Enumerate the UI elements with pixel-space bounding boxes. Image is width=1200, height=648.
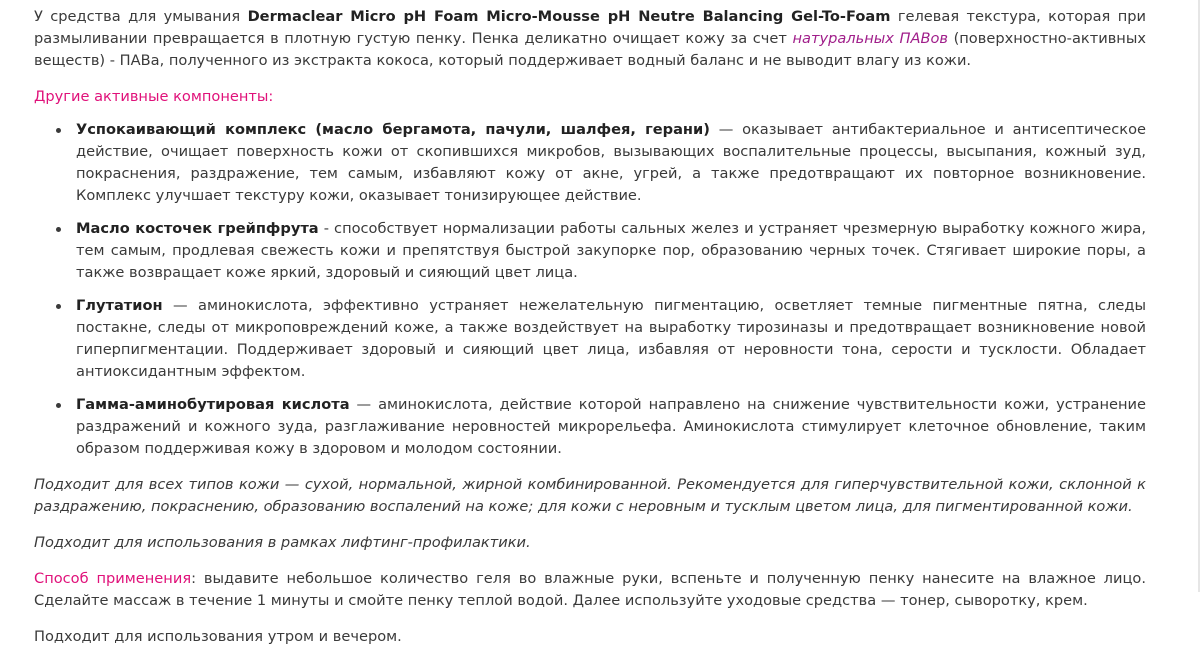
intro-text-before: У средства для умывания xyxy=(34,8,248,25)
components-list xyxy=(34,119,1146,460)
components-heading: Другие активные компоненты: xyxy=(34,88,274,105)
component-description: — аминокислота, действие которой направлено на снижение чувствительности кожи, устранение раздражений и кожного зуда, разглаживание неровностей микрорельефа. Аминокислота стимулирует клеточное обновление, таким образом поддерживая кожу в здоровом и молодом состоянии. xyxy=(76,396,1146,457)
lifting-paragraph: Подходит для использования в рамках лифтинг-профилактики. xyxy=(34,534,531,551)
natural-surfactants-link[interactable]: натуральных ПАВов xyxy=(792,30,948,47)
usage-paragraph xyxy=(34,568,1146,612)
usage-text: : выдавите небольшое количество геля во влажные руки, вспеньте и полученную пенку нанесите на влажное лицо. Сделайте массаж в течение 1 минуты и смойте пенку теплой водой. Далее используйте уходовые средства — тонер, сыворотку, крем. xyxy=(34,570,1146,609)
time-of-use-paragraph: Подходит для использования утром и вечером. xyxy=(34,628,402,645)
component-name: Успокаивающий комплекс (масло бергамота, пачули, шалфея, герани) xyxy=(76,121,710,138)
component-name: Масло косточек грейпфрута xyxy=(76,220,319,237)
usage-label: Способ применения xyxy=(34,570,192,587)
list-item xyxy=(76,218,1146,284)
component-description: — оказывает антибактериальное и антисептическое действие, очищает поверхность кожи от скопившихся микробов, вызывающих воспалительные процессы, высыпания, кожный зуд, покраснения, раздражение, тем самым, избавляют кожу от акне, угрей, а также предотвращают их повторное возникновение. Комплекс улучшает текстуру кожи, оказывает тонизирующее действие. xyxy=(76,121,1146,204)
suitable-skin-paragraph: Подходит для всех типов кожи — сухой, нормальной, жирной комбинированной. Рекомендуется для гиперчувствительной кожи, склонной к раздражению, покраснению, образованию воспалений на коже; для кожи с неровным и тусклым цветом лица, для пигментированной кожи. xyxy=(34,476,1146,515)
component-description: - способствует нормализации работы сальных желез и устраняет чрезмерную выработку кожного жира, тем самым, продлевая свежесть кожи и препятствуя быстрой закупорке пор, образованию черных точек. Стягивает широкие поры, а также возвращает коже яркий, здоровый и сияющий цвет лица. xyxy=(76,220,1147,281)
list-item xyxy=(76,394,1146,460)
component-name: Глутатион xyxy=(76,297,163,314)
list-item xyxy=(76,295,1146,383)
component-description: — аминокислота, эффективно устраняет нежелательную пигментацию, осветляет темные пигментные пятна, следы постакне, следы от микроповреждений коже, а также воздействует на выработку тирозиназы и предотвращает возникновение новой гиперпигментации. Поддерживает здоровый и сияющий цвет лица, избавляя от неровности тона, серости и тусклости. Обладает антиоксидантным эффектом. xyxy=(76,297,1146,380)
product-description xyxy=(34,6,1146,648)
component-name: Гамма-аминобутировая кислота xyxy=(76,396,350,413)
intro-paragraph xyxy=(34,6,1146,72)
list-item xyxy=(76,119,1146,207)
intro-text-middle: гелевая текстура, которая при размыливании превращается в плотную густую пенку. Пенка деликатно очищает кожу за счет xyxy=(34,8,1146,47)
product-name: Dermaclear Micro pH Foam Micro-Mousse pH Neutre Balancing Gel-To-Foam xyxy=(247,8,891,25)
intro-text-after: (поверхностно-активных веществ) - ПАВа, полученного из экстракта кокоса, который поддерживает водный баланс и не выводит влагу из кожи. xyxy=(34,30,1146,69)
